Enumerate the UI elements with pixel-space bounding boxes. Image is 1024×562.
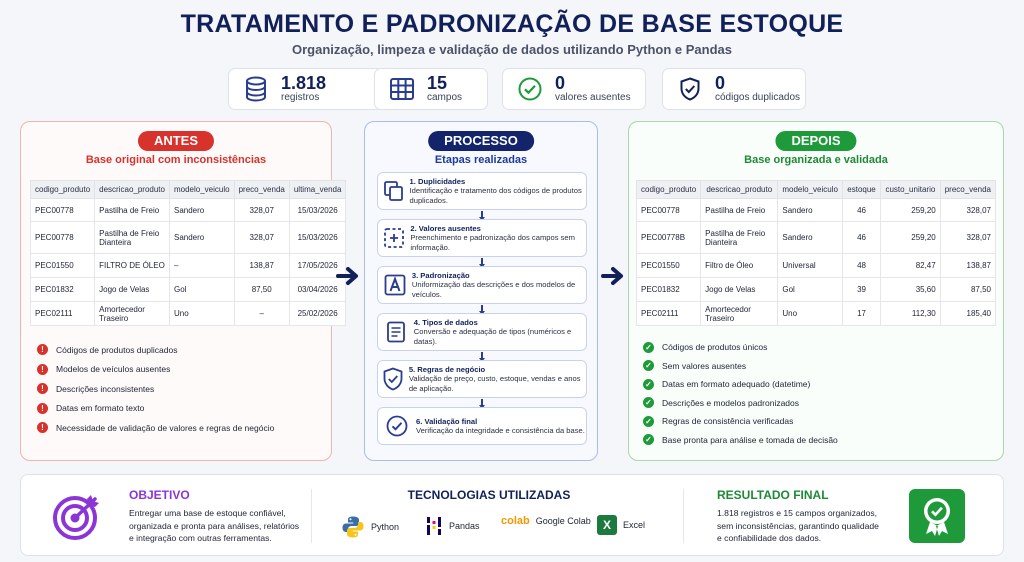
stat-duplicados	[662, 68, 806, 110]
objetivo-title: OBJETIVO	[129, 488, 190, 502]
stat-registros	[228, 68, 384, 110]
depois-badge: DEPOIS	[775, 131, 856, 151]
list-item: ! Códigos de produtos duplicados	[37, 340, 274, 360]
table-cell: 46	[842, 222, 880, 254]
table-cell: 35,60	[881, 278, 941, 302]
table-row	[637, 222, 996, 254]
table-cell: 259,20	[881, 222, 941, 254]
tech-excel: X Excel	[597, 515, 645, 535]
table-cell: 15/03/2026	[289, 199, 346, 222]
depois-table	[636, 180, 996, 326]
stat-value: 0	[555, 73, 566, 93]
arrow-right-icon	[601, 266, 625, 286]
check-circle-icon	[517, 76, 543, 102]
table-cell: 328,07	[940, 199, 995, 222]
table-cell: Pastilha de Freio Dianteira	[95, 222, 170, 254]
list-item: ! Necessidade de validação de valores e regras de negócio	[37, 418, 274, 438]
check-icon: ✓	[643, 434, 654, 445]
table-cell: 259,20	[881, 199, 941, 222]
table-cell: Gol	[778, 278, 843, 302]
grid-icon	[389, 76, 415, 102]
table-row	[31, 199, 346, 222]
table-cell: 48	[842, 254, 880, 278]
list-item: ✓ Códigos de produtos únicos	[643, 338, 838, 357]
table-cell: Sandero	[169, 222, 234, 254]
colab-icon: colab	[501, 515, 530, 527]
table-cell: 328,07	[234, 199, 289, 222]
list-item: ✓ Datas em formato adequado (datetime)	[643, 375, 838, 394]
depois-results-list	[643, 338, 838, 449]
table-cell: 82,47	[881, 254, 941, 278]
database-icon	[243, 76, 269, 102]
processo-title: Etapas realizadas	[434, 154, 528, 166]
table-row	[31, 302, 346, 326]
tech-python: Python	[341, 515, 399, 539]
table-cell: Uno	[778, 302, 843, 326]
list-item: ✓ Regras de consistência verificadas	[643, 412, 838, 431]
tech-pandas: Pandas	[425, 515, 480, 537]
table-cell: PEC01832	[637, 278, 701, 302]
alert-icon: !	[37, 383, 48, 394]
table-cell: PEC00778	[31, 199, 95, 222]
list-item: ! Modelos de veículos ausentes	[37, 360, 274, 380]
table-cell: Universal	[778, 254, 843, 278]
table-cell: 185,40	[940, 302, 995, 326]
footer-panel	[20, 474, 1004, 556]
table-cell: PEC02111	[31, 302, 95, 326]
table-row	[637, 302, 996, 326]
process-step: 2. Valores ausentes Preenchimento e padronização dos campos sem informação.	[377, 219, 587, 257]
table-cell: Pastilha de Freio	[95, 199, 170, 222]
check-icon: ✓	[643, 416, 654, 427]
stat-campos	[374, 68, 488, 110]
column-header: descricao_produto	[701, 181, 778, 199]
column-header: modelo_veiculo	[778, 181, 843, 199]
table-cell: 112,30	[881, 302, 941, 326]
pandas-icon	[425, 515, 443, 537]
resultado-title: RESULTADO FINAL	[717, 488, 829, 502]
page-title: TRATAMENTO E PADRONIZAÇÃO DE BASE ESTOQUE	[180, 10, 844, 38]
table-cell: 17	[842, 302, 880, 326]
table-cell: Filtro de Óleo	[701, 254, 778, 278]
column-header: ultima_venda	[289, 181, 346, 199]
table-cell: Sandero	[169, 199, 234, 222]
table-cell: Amortecedor Traseiro	[701, 302, 778, 326]
excel-icon: X	[597, 515, 617, 535]
table-cell: FILTRO DE ÓLEO	[95, 254, 170, 278]
table-cell: 328,07	[940, 222, 995, 254]
alert-icon: !	[37, 403, 48, 414]
python-icon	[341, 515, 365, 539]
depois-panel	[628, 121, 1004, 461]
table-row	[637, 254, 996, 278]
tech-colab: colab Google Colab	[501, 515, 591, 527]
table-cell: 15/03/2026	[289, 222, 346, 254]
table-row	[31, 254, 346, 278]
objetivo-text: Entregar uma base de estoque confiável, organizada e pronta para análises, relatórios e integração com outras ferramentas.	[129, 508, 300, 543]
column-header: preco_venda	[234, 181, 289, 199]
table-cell: 03/04/2026	[289, 278, 346, 302]
document-icon	[378, 321, 414, 343]
column-header: modelo_veiculo	[169, 181, 234, 199]
list-item: ✓ Base pronta para análise e tomada de decisão	[643, 431, 838, 450]
table-cell: 39	[842, 278, 880, 302]
table-cell: Sandero	[778, 222, 843, 254]
table-cell: 138,87	[234, 254, 289, 278]
check-icon: ✓	[643, 360, 654, 371]
antes-badge: ANTES	[138, 131, 214, 151]
antes-title: Base original com inconsistências	[85, 154, 267, 166]
resultado-text: 1.818 registros e 15 campos organizados, sem inconsistências, garantindo qualidade e confiabilidade dos dados.	[717, 508, 879, 543]
arrow-right-icon	[336, 266, 360, 286]
stat-ausentes	[502, 68, 646, 110]
table-cell: 87,50	[940, 278, 995, 302]
table-cell: PEC01550	[637, 254, 701, 278]
process-step: 3. Padronização Uniformização das descrições e dos modelos de veículos.	[377, 266, 587, 304]
table-cell: 17/05/2026	[289, 254, 346, 278]
processo-panel	[364, 121, 598, 461]
table-row	[31, 278, 346, 302]
copy-icon	[378, 180, 410, 202]
table-cell: Gol	[169, 278, 234, 302]
shield-check-icon	[378, 367, 409, 391]
column-header: codigo_produto	[31, 181, 95, 199]
stat-label: códigos duplicados	[715, 92, 801, 103]
alert-icon: !	[37, 422, 48, 433]
tecnologias-title: TECNOLOGIAS UTILIZADAS	[407, 488, 571, 502]
table-cell: 46	[842, 199, 880, 222]
table-cell: PEC00778B	[637, 222, 701, 254]
process-step: 4. Tipos de dados Conversão e adequação de tipos (numéricos e datas).	[377, 313, 587, 351]
table-cell: 25/02/2026	[289, 302, 346, 326]
alert-icon: !	[37, 364, 48, 375]
depois-title: Base organizada e validada	[744, 154, 888, 166]
check-icon: ✓	[643, 342, 654, 353]
list-item: ✓ Sem valores ausentes	[643, 357, 838, 376]
column-header: codigo_produto	[637, 181, 701, 199]
table-cell: –	[169, 254, 234, 278]
check-icon: ✓	[643, 379, 654, 390]
stat-value: 15	[427, 73, 448, 93]
stat-value: 1.818	[281, 73, 327, 93]
list-item: ✓ Descrições e modelos padronizados	[643, 394, 838, 413]
check-circle-icon	[378, 415, 416, 437]
stat-label: campos	[427, 92, 463, 103]
letter-a-icon	[378, 274, 412, 296]
table-cell: PEC01550	[31, 254, 95, 278]
alert-icon: !	[37, 344, 48, 355]
table-cell: PEC01832	[31, 278, 95, 302]
shield-check-icon	[677, 76, 703, 102]
column-header: custo_unitario	[881, 181, 941, 199]
table-cell: Pastilha de Freio	[701, 199, 778, 222]
process-step: 5. Regras de negócio Validação de preço, custo, estoque, vendas e anos de aplicação.	[377, 360, 587, 398]
process-step: 6. Validação final Verificação da integridade e consistência da base.	[377, 407, 587, 445]
antes-table	[30, 180, 346, 326]
table-cell: Sandero	[778, 199, 843, 222]
dashed-plus-icon	[378, 227, 410, 249]
stat-label: valores ausentes	[555, 92, 631, 103]
table-cell: –	[234, 302, 289, 326]
processo-badge: PROCESSO	[428, 131, 534, 151]
page-subtitle: Organização, limpeza e validação de dados utilizando Python e Pandas	[292, 42, 732, 57]
table-row	[637, 278, 996, 302]
award-badge-icon	[909, 489, 965, 543]
table-cell: Jogo de Velas	[701, 278, 778, 302]
list-item: ! Datas em formato texto	[37, 399, 274, 419]
table-cell: PEC00778	[31, 222, 95, 254]
table-cell: 328,07	[234, 222, 289, 254]
table-cell: PEC00778	[637, 199, 701, 222]
table-cell: 87,50	[234, 278, 289, 302]
list-item: ! Descrições inconsistentes	[37, 379, 274, 399]
check-icon: ✓	[643, 397, 654, 408]
table-cell: Amortecedor Traseiro	[95, 302, 170, 326]
table-row	[31, 222, 346, 254]
table-cell: 138,87	[940, 254, 995, 278]
antes-issues-list	[37, 340, 274, 438]
stat-label: registros	[281, 92, 320, 103]
column-header: preco_venda	[940, 181, 995, 199]
process-step: 1. Duplicidades Identificação e tratamento dos códigos de produtos duplicados.	[377, 172, 587, 210]
table-cell: PEC02111	[637, 302, 701, 326]
stat-value: 0	[715, 73, 726, 93]
column-header: descricao_produto	[95, 181, 170, 199]
target-icon	[51, 491, 105, 541]
table-cell: Uno	[169, 302, 234, 326]
column-header: estoque	[842, 181, 880, 199]
table-cell: Pastilha de Freio Dianteira	[701, 222, 778, 254]
table-cell: Jogo de Velas	[95, 278, 170, 302]
antes-panel	[20, 121, 342, 461]
table-row	[637, 199, 996, 222]
